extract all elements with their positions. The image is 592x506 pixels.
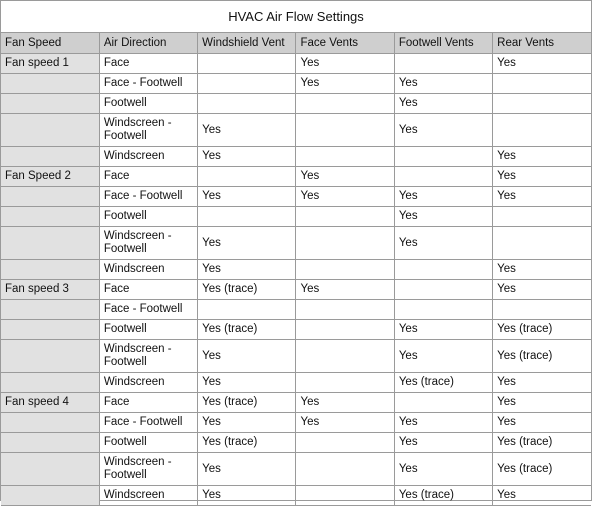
cell-fan-speed[interactable] <box>1 74 99 94</box>
cell-fan-speed[interactable] <box>1 147 99 167</box>
cell-windshield-vent[interactable]: Yes <box>198 147 296 167</box>
cell-face-vents[interactable] <box>296 320 394 340</box>
cell-fan-speed[interactable] <box>1 413 99 433</box>
cell-fan-speed[interactable] <box>1 94 99 114</box>
cell-footwell-vents[interactable] <box>394 280 492 300</box>
cell-air-direction[interactable]: Footwell <box>99 433 197 453</box>
cell-air-direction[interactable]: Footwell <box>99 207 197 227</box>
cell-windshield-vent[interactable] <box>198 54 296 74</box>
cell-footwell-vents[interactable]: Yes <box>394 340 492 373</box>
cell-windshield-vent[interactable]: Yes <box>198 373 296 393</box>
cell-fan-speed[interactable] <box>1 187 99 207</box>
cell-fan-speed[interactable] <box>1 453 99 486</box>
cell-face-vents[interactable]: Yes <box>296 280 394 300</box>
table-row <box>1 340 591 373</box>
cell-rear-vents[interactable]: Yes (trace) <box>493 433 591 453</box>
cell-footwell-vents[interactable]: Yes (trace) <box>394 486 492 506</box>
cell-rear-vents[interactable]: Yes <box>493 147 591 167</box>
cell-fan-speed[interactable] <box>1 260 99 280</box>
table-row <box>1 280 591 300</box>
cell-footwell-vents[interactable]: Yes <box>394 433 492 453</box>
cell-fan-speed[interactable] <box>1 114 99 147</box>
cell-windshield-vent[interactable] <box>198 167 296 187</box>
cell-fan-speed[interactable] <box>1 340 99 373</box>
cell-windshield-vent[interactable]: Yes <box>198 486 296 506</box>
cell-fan-speed[interactable]: Fan speed 4 <box>1 393 99 413</box>
sheet-title: HVAC Air Flow Settings <box>1 1 591 33</box>
cell-face-vents[interactable] <box>296 94 394 114</box>
airflow-table <box>1 33 591 506</box>
cell-air-direction[interactable]: Windscreen - Footwell <box>99 340 197 373</box>
cell-face-vents[interactable] <box>296 486 394 506</box>
cell-rear-vents[interactable]: Yes <box>493 187 591 207</box>
cell-air-direction[interactable]: Windscreen <box>99 373 197 393</box>
table-row <box>1 260 591 280</box>
table-row <box>1 207 591 227</box>
cell-footwell-vents[interactable]: Yes <box>394 94 492 114</box>
cell-rear-vents[interactable] <box>493 114 591 147</box>
cell-air-direction[interactable]: Face - Footwell <box>99 74 197 94</box>
cell-fan-speed[interactable]: Fan speed 1 <box>1 54 99 74</box>
header-cell-windshield-vent[interactable]: Windshield Vent <box>198 33 296 54</box>
cell-windshield-vent[interactable]: Yes (trace) <box>198 280 296 300</box>
table-row <box>1 453 591 486</box>
cell-footwell-vents[interactable] <box>394 260 492 280</box>
cell-air-direction[interactable]: Footwell <box>99 94 197 114</box>
cell-air-direction[interactable]: Face <box>99 280 197 300</box>
cell-rear-vents[interactable]: Yes <box>493 280 591 300</box>
cell-fan-speed[interactable] <box>1 320 99 340</box>
table-row <box>1 433 591 453</box>
cell-footwell-vents[interactable]: Yes <box>394 114 492 147</box>
cell-face-vents[interactable] <box>296 114 394 147</box>
cell-fan-speed[interactable] <box>1 227 99 260</box>
cell-windshield-vent[interactable]: Yes <box>198 413 296 433</box>
cell-rear-vents[interactable]: Yes (trace) <box>493 320 591 340</box>
cell-footwell-vents[interactable]: Yes (trace) <box>394 373 492 393</box>
cell-fan-speed[interactable]: Fan Speed 2 <box>1 167 99 187</box>
cell-footwell-vents[interactable] <box>394 393 492 413</box>
cell-face-vents[interactable] <box>296 300 394 320</box>
cell-footwell-vents[interactable]: Yes <box>394 74 492 94</box>
cell-face-vents[interactable] <box>296 340 394 373</box>
cell-windshield-vent[interactable]: Yes <box>198 114 296 147</box>
header-row <box>1 33 591 54</box>
cell-rear-vents[interactable]: Yes (trace) <box>493 453 591 486</box>
cell-air-direction[interactable]: Footwell <box>99 320 197 340</box>
cell-face-vents[interactable] <box>296 227 394 260</box>
cell-footwell-vents[interactable]: Yes <box>394 320 492 340</box>
cell-windshield-vent[interactable]: Yes <box>198 227 296 260</box>
cell-face-vents[interactable] <box>296 260 394 280</box>
cell-face-vents[interactable]: Yes <box>296 393 394 413</box>
cell-face-vents[interactable]: Yes <box>296 413 394 433</box>
cell-fan-speed[interactable] <box>1 486 99 506</box>
cell-face-vents[interactable] <box>296 207 394 227</box>
cell-face-vents[interactable]: Yes <box>296 54 394 74</box>
cell-air-direction[interactable]: Windscreen - Footwell <box>99 114 197 147</box>
cell-rear-vents[interactable]: Yes <box>493 393 591 413</box>
cell-air-direction[interactable]: Windscreen <box>99 486 197 506</box>
cell-windshield-vent[interactable] <box>198 74 296 94</box>
cell-face-vents[interactable] <box>296 147 394 167</box>
cell-windshield-vent[interactable] <box>198 94 296 114</box>
header-cell-air-direction[interactable]: Air Direction <box>99 33 197 54</box>
header-cell-face-vents[interactable]: Face Vents <box>296 33 394 54</box>
table-row <box>1 74 591 94</box>
cell-windshield-vent[interactable] <box>198 207 296 227</box>
cell-footwell-vents[interactable]: Yes <box>394 207 492 227</box>
cell-windshield-vent[interactable] <box>198 300 296 320</box>
cell-air-direction[interactable]: Face <box>99 54 197 74</box>
cell-air-direction[interactable]: Face <box>99 393 197 413</box>
table-row <box>1 187 591 207</box>
cell-air-direction[interactable]: Windscreen - Footwell <box>99 453 197 486</box>
cell-windshield-vent[interactable]: Yes <box>198 340 296 373</box>
cell-rear-vents[interactable]: Yes <box>493 260 591 280</box>
table-row <box>1 94 591 114</box>
table-row <box>1 300 591 320</box>
cell-rear-vents[interactable] <box>493 227 591 260</box>
cell-air-direction[interactable]: Windscreen <box>99 260 197 280</box>
header-cell-rear-vents[interactable]: Rear Vents <box>493 33 591 54</box>
cell-windshield-vent[interactable]: Yes <box>198 260 296 280</box>
cell-air-direction[interactable]: Windscreen - Footwell <box>99 227 197 260</box>
cell-rear-vents[interactable]: Yes (trace) <box>493 340 591 373</box>
cell-air-direction[interactable]: Windscreen <box>99 147 197 167</box>
table-row <box>1 167 591 187</box>
cell-windshield-vent[interactable]: Yes <box>198 187 296 207</box>
table-row <box>1 373 591 393</box>
cell-face-vents[interactable] <box>296 433 394 453</box>
cell-fan-speed[interactable] <box>1 373 99 393</box>
cell-face-vents[interactable] <box>296 373 394 393</box>
cell-air-direction[interactable]: Face <box>99 167 197 187</box>
cell-rear-vents[interactable]: Yes <box>493 373 591 393</box>
cell-face-vents[interactable]: Yes <box>296 167 394 187</box>
cell-rear-vents[interactable]: Yes <box>493 413 591 433</box>
cell-footwell-vents[interactable] <box>394 147 492 167</box>
table-row <box>1 413 591 433</box>
cell-face-vents[interactable]: Yes <box>296 187 394 207</box>
cell-windshield-vent[interactable]: Yes <box>198 453 296 486</box>
table-row <box>1 320 591 340</box>
cell-face-vents[interactable] <box>296 453 394 486</box>
cell-footwell-vents[interactable] <box>394 54 492 74</box>
cell-rear-vents[interactable]: Yes <box>493 167 591 187</box>
table-row <box>1 393 591 413</box>
cell-face-vents[interactable]: Yes <box>296 74 394 94</box>
cell-rear-vents[interactable] <box>493 300 591 320</box>
header-cell-fan-speed[interactable]: Fan Speed <box>1 33 99 54</box>
table-row <box>1 54 591 74</box>
cell-air-direction[interactable]: Face - Footwell <box>99 300 197 320</box>
cell-rear-vents[interactable] <box>493 94 591 114</box>
cell-fan-speed[interactable] <box>1 300 99 320</box>
table-row <box>1 227 591 260</box>
table-row <box>1 114 591 147</box>
table-row <box>1 147 591 167</box>
table-body <box>1 54 591 506</box>
header-cell-footwell-vents[interactable]: Footwell Vents <box>394 33 492 54</box>
cell-footwell-vents[interactable] <box>394 167 492 187</box>
cell-rear-vents[interactable]: Yes <box>493 54 591 74</box>
cell-footwell-vents[interactable]: Yes <box>394 453 492 486</box>
cell-fan-speed[interactable] <box>1 433 99 453</box>
cell-windshield-vent[interactable]: Yes (trace) <box>198 433 296 453</box>
cell-air-direction[interactable]: Face - Footwell <box>99 413 197 433</box>
cell-rear-vents[interactable] <box>493 74 591 94</box>
cell-fan-speed[interactable] <box>1 207 99 227</box>
cell-rear-vents[interactable] <box>493 207 591 227</box>
cell-footwell-vents[interactable]: Yes <box>394 187 492 207</box>
cell-footwell-vents[interactable]: Yes <box>394 227 492 260</box>
cell-fan-speed[interactable]: Fan speed 3 <box>1 280 99 300</box>
cell-air-direction[interactable]: Face - Footwell <box>99 187 197 207</box>
cell-windshield-vent[interactable]: Yes (trace) <box>198 320 296 340</box>
cell-footwell-vents[interactable] <box>394 300 492 320</box>
table-row <box>1 486 591 506</box>
cell-rear-vents[interactable]: Yes <box>493 486 591 506</box>
cell-footwell-vents[interactable]: Yes <box>394 413 492 433</box>
cell-windshield-vent[interactable]: Yes (trace) <box>198 393 296 413</box>
